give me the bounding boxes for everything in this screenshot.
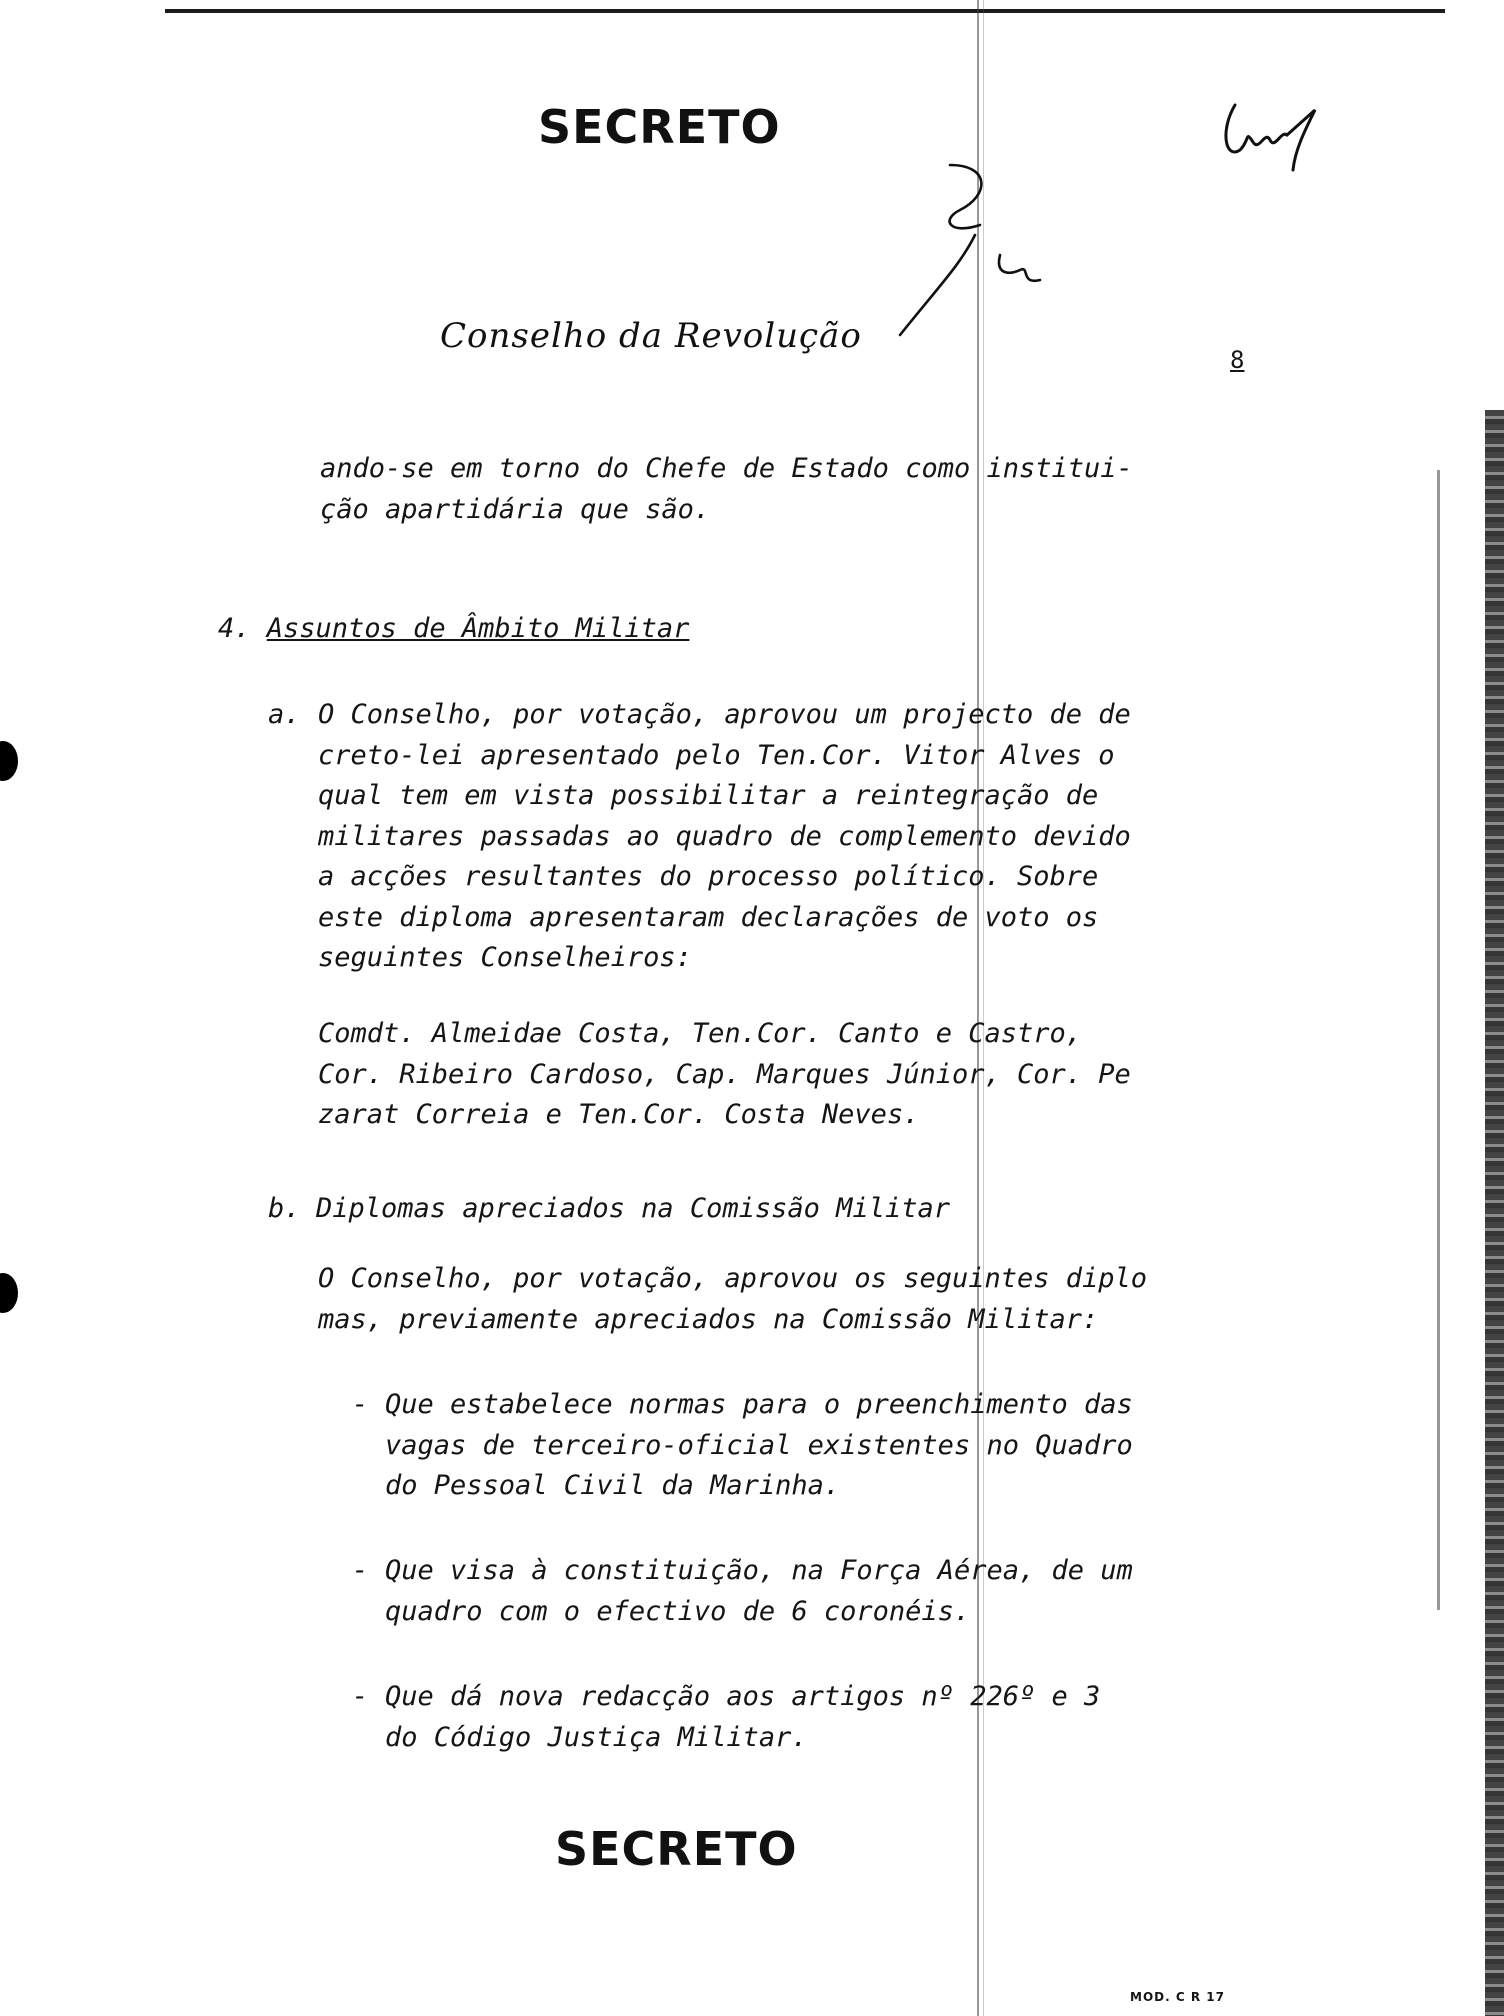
text-line: vagas de terceiro-oficial existentes no Quadro <box>385 1429 1133 1461</box>
page-number: 8 <box>1230 346 1245 374</box>
punch-hole-lower <box>0 1273 18 1313</box>
text-line: seguintes Conselheiros: <box>318 942 692 973</box>
form-code: MOD. C R 17 <box>1130 1990 1225 2004</box>
text-line: O Conselho, por votação, aprovou um projecto de de <box>318 699 1131 730</box>
text-line: Que dá nova redacção aos artigos nº 226º e 3 <box>385 1681 1101 1712</box>
text-line: ando-se em torno do Chefe de Estado como institui- <box>320 453 1133 484</box>
text-line: ção apartidária que são. <box>320 493 711 525</box>
item-b-label: b. <box>268 1193 301 1224</box>
text-line: do Código Justiça Militar. <box>385 1721 808 1753</box>
item-a-label: a. <box>268 699 301 730</box>
text-line: militares passadas ao quadro de complemento devido <box>318 820 1131 852</box>
item-b-intro <box>318 1259 1147 1340</box>
item-b-title: Diplomas apreciados na Comissão Militar <box>316 1193 950 1224</box>
bullet-dash: - <box>352 1555 369 1586</box>
punch-hole-upper <box>0 741 18 781</box>
scan-edge-artifact <box>1485 410 1504 2016</box>
text-line: Que estabelece normas para o preenchimento das <box>385 1389 1133 1420</box>
text-line: quadro com o efectivo de 6 coronéis. <box>385 1595 971 1627</box>
intro-paragraph <box>320 449 1133 530</box>
text-line: qual tem em vista possibilitar a reintegração de <box>318 780 1099 811</box>
bullet-dash: - <box>352 1389 369 1420</box>
text-line: Que visa à constituição, na Força Aérea, de um <box>385 1555 1133 1586</box>
text-line: creto-lei apresentado pelo Ten.Cor. Vitor Alves o <box>318 739 1115 771</box>
top-rule <box>165 9 1445 13</box>
text-line: O Conselho, por votação, aprovou os seguintes diplo <box>318 1263 1148 1294</box>
text-line: do Pessoal Civil da Marinha. <box>385 1470 841 1501</box>
text-line: este diploma apresentaram declarações de voto os <box>318 901 1099 933</box>
handwritten-initials <box>1215 90 1325 180</box>
councillors-list <box>318 1014 1131 1136</box>
section-number: 4. <box>218 613 251 644</box>
classification-footer: SECRETO <box>555 1822 798 1876</box>
text-line: mas, previamente apreciados na Comissão Militar: <box>318 1303 1099 1335</box>
scan-edge-line <box>1437 470 1440 1610</box>
bullet-dash: - <box>352 1681 369 1712</box>
bullet-item-2 <box>385 1551 1133 1632</box>
handwritten-signature <box>880 155 1100 355</box>
section-title: Assuntos de Âmbito Militar <box>266 613 690 644</box>
bullet-item-1 <box>385 1385 1133 1507</box>
text-line: a acções resultantes do processo político. Sobre <box>318 861 1099 892</box>
section-heading <box>218 609 689 649</box>
letterhead-title: Conselho da Revolução <box>440 316 862 356</box>
classification-header: SECRETO <box>538 100 781 154</box>
text-line: Comdt. Almeidae Costa, Ten.Cor. Canto e Castro, <box>318 1018 1083 1049</box>
bullet-item-3 <box>385 1677 1100 1758</box>
item-a-paragraph <box>318 695 1131 979</box>
text-line: zarat Correia e Ten.Cor. Costa Neves. <box>318 1099 920 1130</box>
text-line: Cor. Ribeiro Cardoso, Cap. Marques Júnior, Cor. Pe <box>318 1058 1131 1090</box>
